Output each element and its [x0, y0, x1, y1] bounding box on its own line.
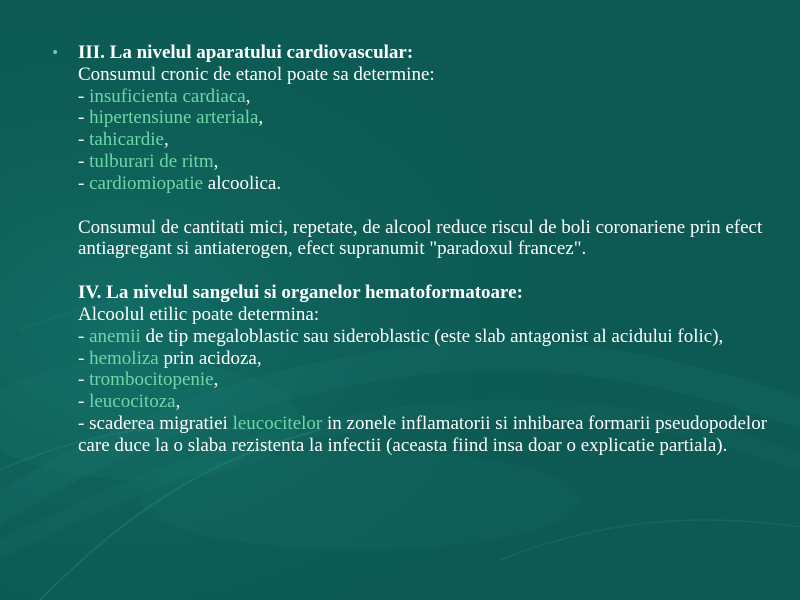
list-item: - trombocitopenie,: [78, 369, 219, 391]
section-4-heading: IV. La nivelul sangelui si organelor hematoformatoare:: [78, 282, 523, 304]
highlighted-term: hipertensiune arteriala: [89, 107, 259, 129]
list-item: - hipertensiune arteriala,: [78, 107, 264, 129]
highlighted-term: leucocitoza: [89, 391, 176, 413]
list-item: - insuficienta cardiaca,: [78, 85, 251, 107]
list-item: - cardiomiopatie alcoolica.: [78, 172, 282, 194]
highlighted-term: leucocitelor: [232, 412, 323, 434]
list-item: - scaderea migratiei leucocitelor in zonele inflamatorii si inhibarea formarii pseudopodelor care duce la o slaba rezistenta la infectii (aceasta fiind insa doar o explicatie partiala).: [78, 412, 768, 456]
highlighted-term: tulburari de ritm: [89, 150, 214, 172]
list-item: - anemii de tip megaloblastic sau sideroblastic (este slab antagonist al acidului folic),: [78, 325, 724, 347]
section-3-paragraph: Consumul de cantitati mici, repetate, de alcool reduce riscul de boli coronariene prin efect antiagregant si antiaterogen, efect supranumit "paradoxul francez".: [78, 216, 763, 260]
slide-body: [78, 42, 768, 457]
section-4-intro: Alcoolul etilic poate determina:: [78, 303, 320, 325]
highlighted-term: insuficienta cardiaca: [89, 85, 246, 107]
list-item: - leucocitoza,: [78, 391, 181, 413]
highlighted-term: cardiomiopatie: [89, 172, 204, 194]
highlighted-term: anemii: [89, 325, 141, 347]
list-item: - tulburari de ritm,: [78, 150, 219, 172]
section-3-heading: III. La nivelul aparatului cardiovascular:: [78, 42, 414, 63]
bullet-icon: •: [51, 45, 60, 61]
list-item: - hemoliza prin acidoza,: [78, 347, 262, 369]
list-item: - tahicardie,: [78, 129, 169, 151]
highlighted-term: trombocitopenie: [89, 369, 214, 391]
highlighted-term: hemoliza: [89, 347, 159, 369]
highlighted-term: tahicardie: [89, 129, 164, 151]
section-3-intro: Consumul cronic de etanol poate sa determine:: [78, 63, 435, 85]
